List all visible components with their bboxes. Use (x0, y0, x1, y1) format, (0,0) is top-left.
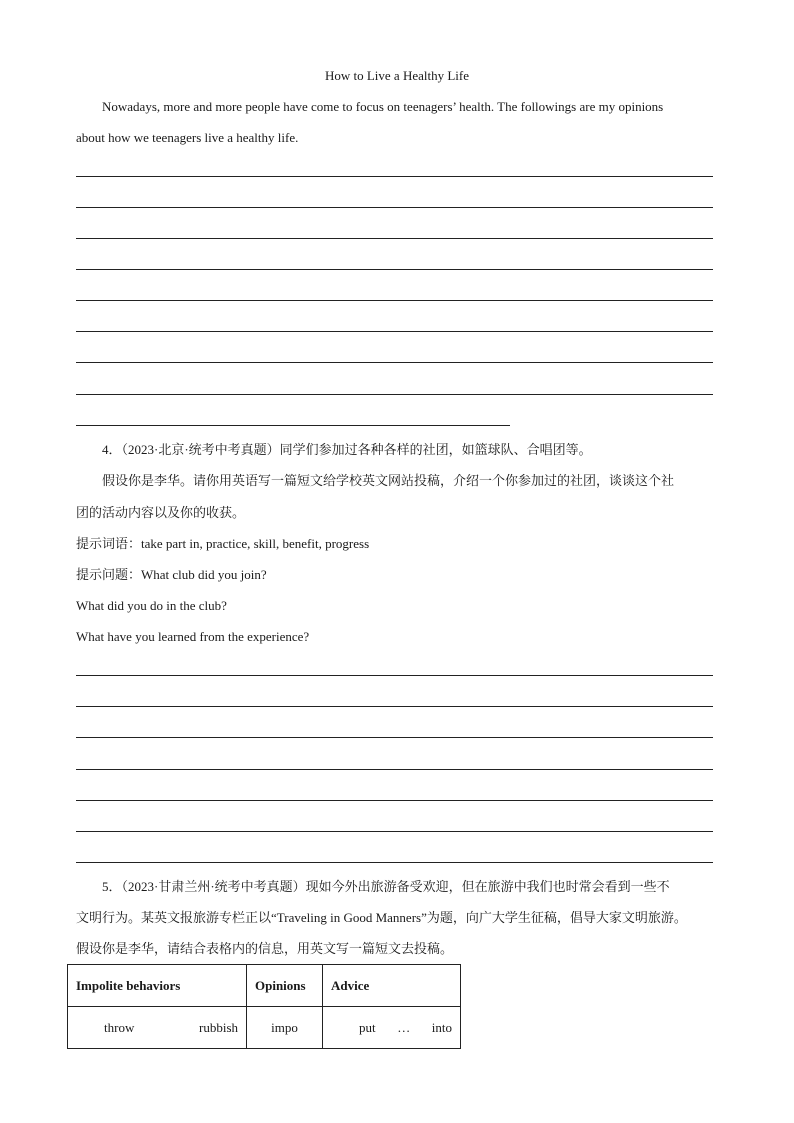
q4-hint-question-1: 提示问题：What club did you join? (76, 567, 267, 582)
q4-prompt-line-1: 假设你是李华。请你用英语写一篇短文给学校英文网站投稿，介绍一个你参加过的社团，谈谈这个社 (102, 473, 675, 488)
q4-hint-question-3: What have you learned from the experience? (76, 629, 310, 644)
writing-line (76, 331, 713, 332)
cell-opinion (247, 1007, 323, 1049)
q4-heading: 4．（2023·北京·统考中考真题）同学们参加过各种各样的社团，如篮球队、合唱团等。 (102, 442, 592, 457)
advice-word: put (359, 1019, 376, 1035)
q4-hint-words: 提示词语：take part in, practice, skill, benefit, progress (76, 536, 370, 551)
cell-behavior (68, 1007, 247, 1049)
header-impolite-behaviors: Impolite behaviors (68, 965, 247, 1007)
behavior-word: rubbish (199, 1019, 238, 1035)
writing-line (76, 831, 713, 832)
writing-line (76, 737, 713, 738)
writing-line (76, 300, 713, 301)
q5-heading: 5．（2023·甘肃兰州·统考中考真题）现如今外出旅游备受欢迎，但在旅游中我们也时常会看到一些不 (102, 879, 670, 894)
essay-opening-line-1: Nowadays, more and more people have come to focus on teenagers’ health. The followings are my opinions (102, 99, 664, 114)
table-row (68, 1007, 461, 1049)
advice-word: into (431, 1019, 452, 1035)
writing-line (76, 362, 713, 363)
behavior-table (67, 964, 461, 1049)
writing-line (76, 769, 713, 770)
writing-line (76, 862, 713, 863)
behavior-word: throw (104, 1019, 135, 1035)
writing-line (76, 238, 713, 239)
table-header-row (68, 965, 461, 1007)
essay-opening-line-2: about how we teenagers live a healthy life. (76, 130, 299, 145)
cell-advice (323, 1007, 461, 1049)
writing-line (76, 176, 713, 177)
header-opinions: Opinions (247, 965, 323, 1007)
header-advice: Advice (323, 965, 461, 1007)
writing-line (76, 425, 510, 426)
writing-line (76, 394, 713, 395)
opinion-text: impo (271, 1019, 298, 1035)
q5-line-3: 假设你是李华，请结合表格内的信息，用英文写一篇短文去投稿。 (76, 941, 454, 956)
writing-line (76, 207, 713, 208)
writing-line (76, 706, 713, 707)
essay-title: How to Live a Healthy Life (324, 68, 470, 83)
writing-line (76, 675, 713, 676)
writing-line (76, 269, 713, 270)
advice-word: … (397, 1019, 411, 1035)
q4-hint-question-2: What did you do in the club? (76, 598, 227, 613)
writing-line (76, 800, 713, 801)
q4-prompt-line-2: 团的活动内容以及你的收获。 (76, 505, 246, 520)
q5-line-2: 文明行为。某英文报旅游专栏正以“Traveling in Good Manners”为题，向广大学生征稿，倡导大家文明旅游。 (76, 910, 687, 925)
